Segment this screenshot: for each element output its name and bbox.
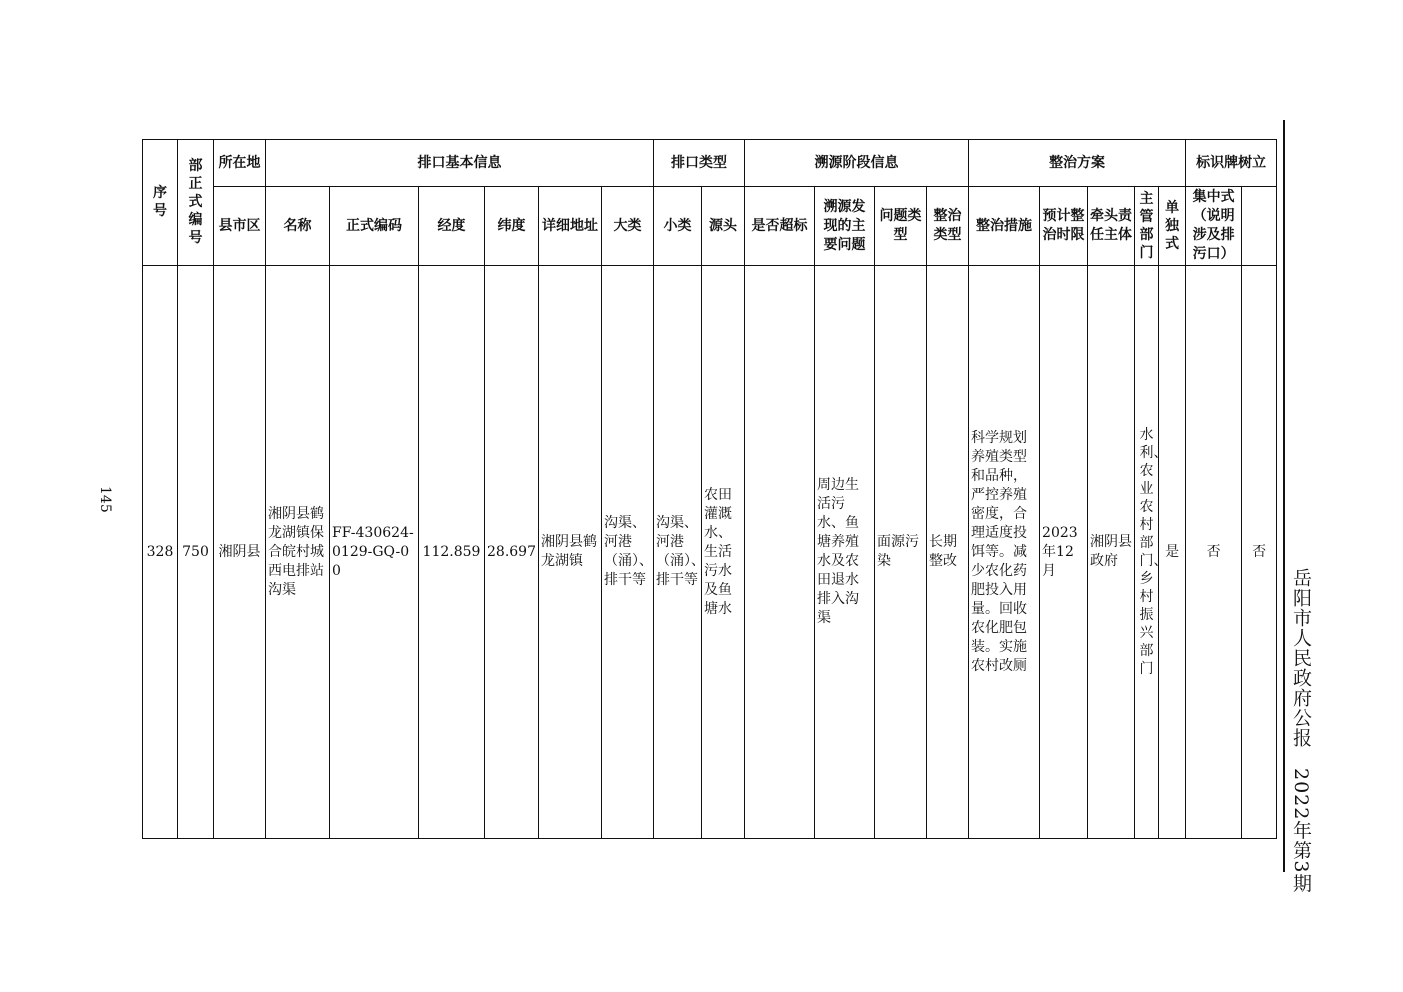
cell-problem-type: 面源污染 xyxy=(875,266,927,839)
header-seq: 序号 xyxy=(143,140,178,266)
header-formal-code: 正式编码 xyxy=(330,187,419,266)
header-plan: 整治方案 xyxy=(969,140,1186,187)
cell-lead: 湘阴县政府 xyxy=(1088,266,1135,839)
cell-address: 湘阴县鹤龙湖镇 xyxy=(539,266,602,839)
header-single: 单独式 xyxy=(1159,187,1186,266)
cell-latitude: 28.697 xyxy=(485,266,539,839)
header-address: 详细地址 xyxy=(539,187,602,266)
header-location: 所在地 xyxy=(214,140,266,187)
header-central: 集中式（说明涉及排污口） xyxy=(1186,187,1242,266)
cell-plan-type: 长期整改 xyxy=(927,266,969,839)
header-deadline: 预计整治时限 xyxy=(1040,187,1088,266)
cell-exceed xyxy=(745,266,815,839)
cell-single: 是 xyxy=(1159,266,1186,839)
header-lead: 牵头责任主体 xyxy=(1088,187,1135,266)
header-dept-code: 部正式编号 xyxy=(178,140,214,266)
header-measures: 整治措施 xyxy=(969,187,1040,266)
header-dept: 主管部门 xyxy=(1135,187,1159,266)
cell-done: 否 xyxy=(1242,266,1277,839)
journal-title: 岳阳市人民政府公报 2022年第3期 xyxy=(1290,568,1312,894)
table-row xyxy=(143,266,1277,839)
header-major: 大类 xyxy=(602,187,654,266)
cell-name: 湘阴县鹤龙湖镇保合皖村城西电排站沟渠 xyxy=(266,266,330,839)
header-problem: 溯源发现的主要问题 xyxy=(815,187,875,266)
cell-source: 农田灌溉水、生活污水及鱼塘水 xyxy=(702,266,745,839)
margin-rule xyxy=(1283,120,1285,872)
cell-seq: 328 xyxy=(143,266,178,839)
cell-formal-code: FF-430624-0129-GQ-00 xyxy=(330,266,419,839)
cell-dept: 水利、农业农村部门、乡村振兴部门 xyxy=(1135,266,1159,839)
header-exceed: 是否超标 xyxy=(745,187,815,266)
header-minor: 小类 xyxy=(654,187,702,266)
cell-longitude: 112.859 xyxy=(419,266,485,839)
header-outlet-type: 排口类型 xyxy=(654,140,745,187)
cell-county: 湘阴县 xyxy=(214,266,266,839)
header-plan-type: 整治类型 xyxy=(927,187,969,266)
header-source: 源头 xyxy=(702,187,745,266)
header-latitude: 纬度 xyxy=(485,187,539,266)
header-trace-info: 溯源阶段信息 xyxy=(745,140,969,187)
header-longitude: 经度 xyxy=(419,187,485,266)
header-sign: 标识牌树立 xyxy=(1186,140,1277,187)
header-problem-type: 问题类型 xyxy=(875,187,927,266)
header-name: 名称 xyxy=(266,187,330,266)
cell-measures: 科学规划养殖类型和品种，严控养殖密度，合理适度投饵等。减少农化药肥投入用量。回收农化肥包装。实施农村改厕 xyxy=(969,266,1040,839)
cell-major: 沟渠、河港（涌）、排干等 xyxy=(602,266,654,839)
cell-deadline: 2023年12月 xyxy=(1040,266,1088,839)
page-number: 145 xyxy=(97,486,113,513)
cell-central: 否 xyxy=(1186,266,1242,839)
header-county: 县市区 xyxy=(214,187,266,266)
cell-dept-code: 750 xyxy=(178,266,214,839)
outlet-table xyxy=(142,139,1277,839)
cell-minor: 沟渠、河港（涌）、排干等 xyxy=(654,266,702,839)
cell-problem: 周边生活污水、鱼塘养殖水及农田退水排入沟渠 xyxy=(815,266,875,839)
header-outlet-basic: 排口基本信息 xyxy=(266,140,654,187)
